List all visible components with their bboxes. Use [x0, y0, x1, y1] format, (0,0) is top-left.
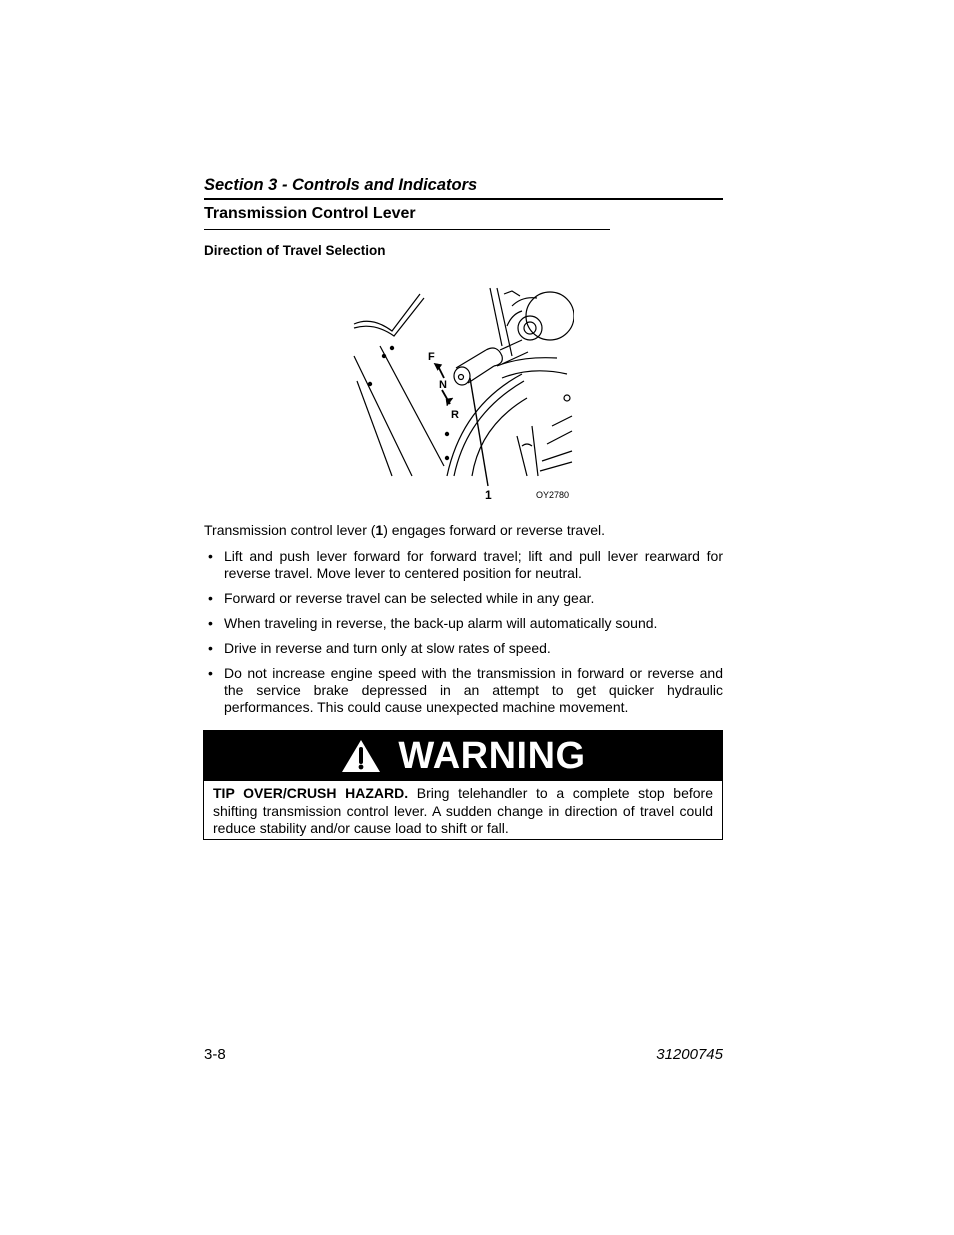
intro-after: ) engages forward or reverse travel.	[383, 522, 605, 538]
label-reverse: R	[451, 409, 459, 421]
warning-triangle-icon	[340, 738, 382, 774]
list-item: • Lift and push lever forward for forward travel; lift and pull lever rearward for reverse travel. Move lever to centered position for neutral.	[208, 548, 723, 581]
intro-paragraph	[204, 522, 723, 539]
figure-ref: OY2780	[536, 490, 570, 500]
page-number: 3-8	[204, 1046, 226, 1063]
lever-drawing	[352, 286, 574, 506]
document-number: 31200745	[656, 1046, 723, 1063]
lever-illustration	[352, 286, 574, 506]
callout-number: 1	[485, 488, 492, 502]
label-forward: F	[428, 351, 435, 363]
intro-before: Transmission control lever (	[204, 522, 376, 538]
warning-lead: TIP OVER/CRUSH HAZARD.	[213, 785, 409, 801]
warning-box	[203, 730, 723, 840]
label-neutral: N	[439, 379, 447, 391]
list-item: • When traveling in reverse, the back-up alarm will automatically sound.	[208, 615, 658, 631]
list-item: • Forward or reverse travel can be selected while in any gear.	[208, 590, 595, 606]
intro-bold: 1	[375, 522, 384, 538]
warning-text	[204, 781, 722, 838]
list-item: • Drive in reverse and turn only at slow rates of speed.	[208, 640, 551, 656]
warning-message: Bring telehandler to a complete stop before shifting transmission control lever. A sudden change in direction of travel could reduce stability and/or cause load to shift or fall.	[213, 785, 713, 836]
topic-title: Transmission Control Lever	[204, 205, 610, 230]
warning-banner	[204, 731, 722, 781]
section-header: Section 3 - Controls and Indicators	[204, 176, 723, 200]
bullet-list	[204, 548, 723, 724]
list-item: • Do not increase engine speed with the transmission in forward or reverse and the service brake depressed in an attempt to get quicker hydraulic performances. This could cause unexpected machine movement.	[208, 665, 723, 715]
subheading: Direction of Travel Selection	[204, 243, 386, 258]
warning-title: WARNING	[398, 734, 586, 777]
